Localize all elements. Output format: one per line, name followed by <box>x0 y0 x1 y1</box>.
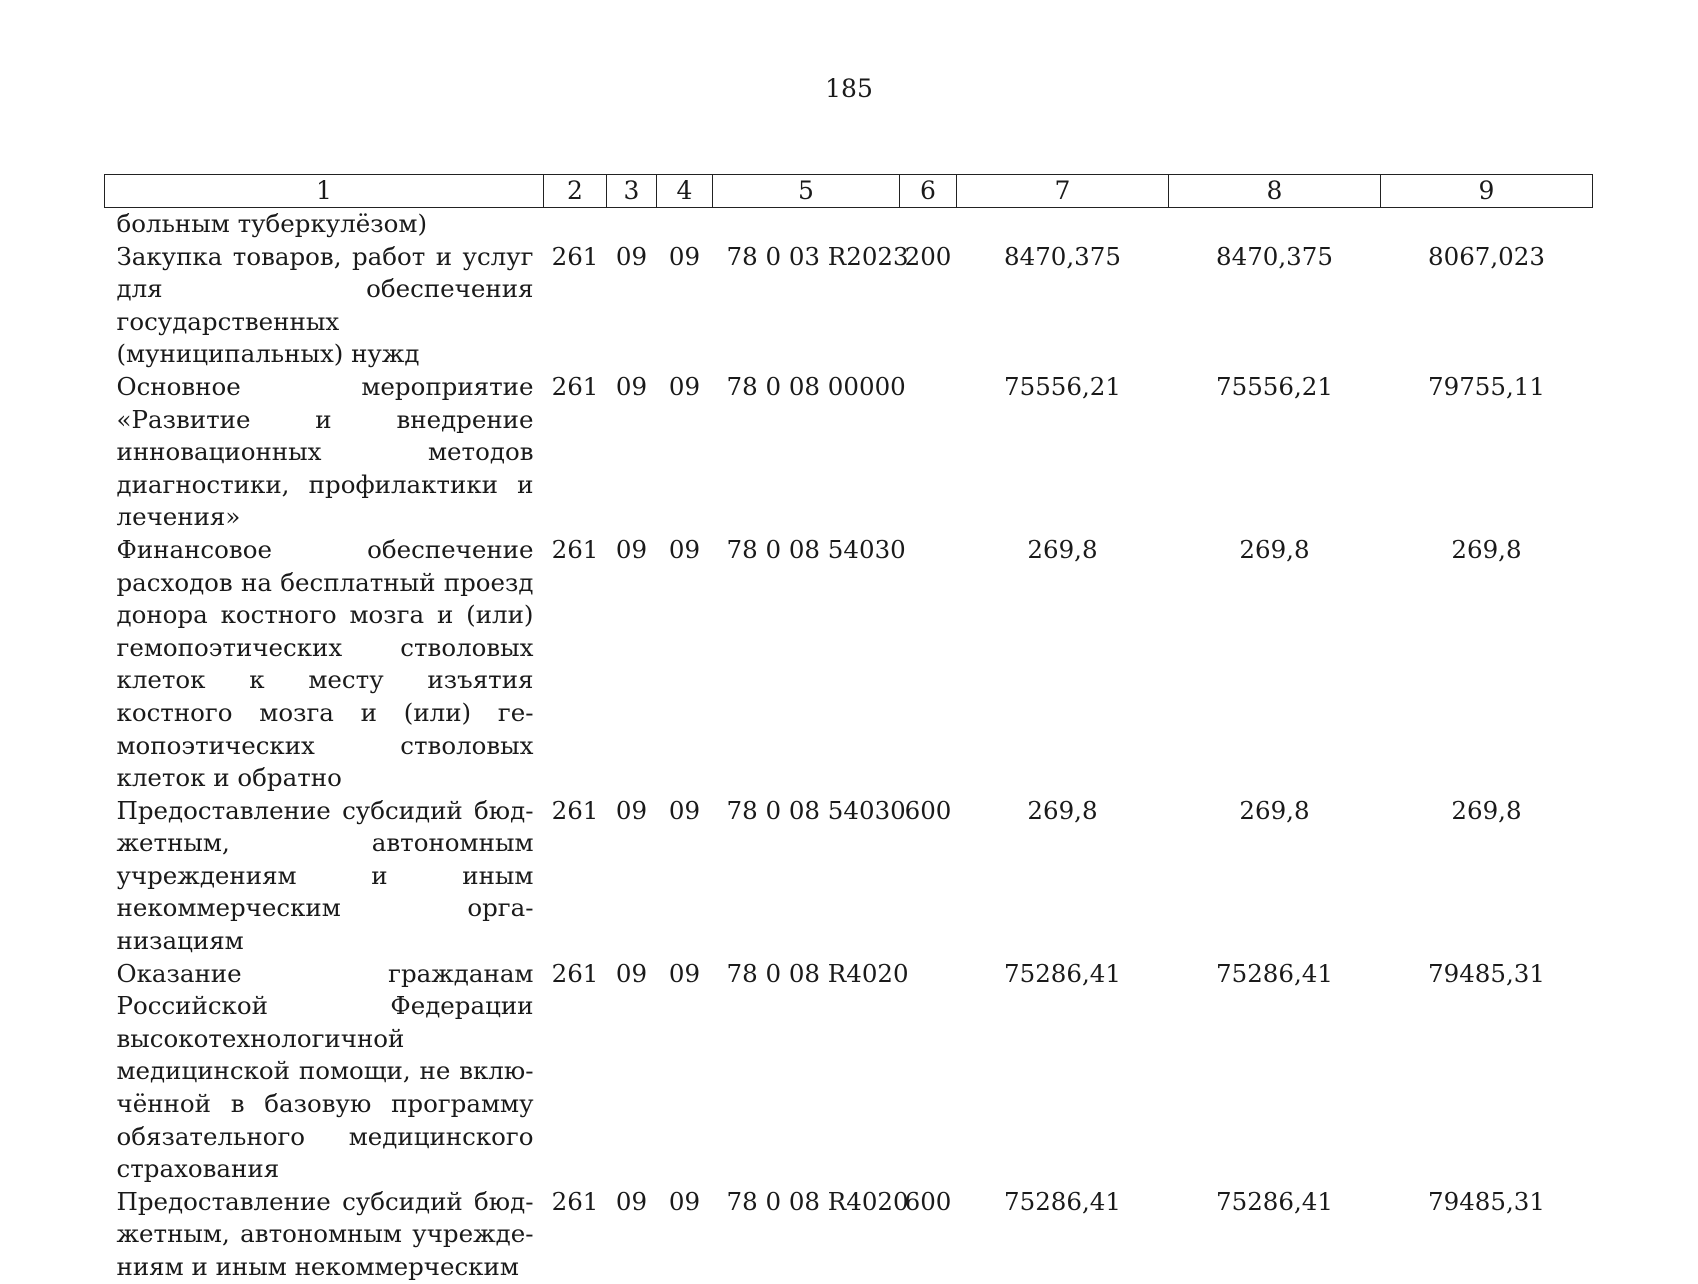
column-header-7: 7 <box>957 175 1169 208</box>
table-row <box>105 534 1593 795</box>
row-name: Закупка товаров, работ и услуг для обеспечения государственных (муниципальных) нужд <box>116 241 534 369</box>
row-amount-col7 <box>957 208 1169 241</box>
row-name: Оказание гражданам Российской Федерации высокотехнологичной медицинской помощи, не включённой в базовую программу обязательного медицинского страхования <box>116 958 534 1184</box>
row-amount-col7: 75286,41 <box>1004 1186 1121 1216</box>
column-header-9: 9 <box>1381 175 1593 208</box>
row-ministry-code: 261 <box>551 371 599 401</box>
row-name: Основное мероприятие «Развитие и внедрение инновационных методов диагностики, профилактики и лечения» <box>116 371 534 532</box>
row-amount-col9 <box>1381 208 1593 241</box>
row-target-article: 78 0 08 00000 <box>726 371 906 401</box>
row-section: 09 <box>615 795 648 825</box>
row-subsection: 09 <box>668 1186 701 1216</box>
row-section: 09 <box>615 241 648 271</box>
row-section: 09 <box>615 371 648 401</box>
table-row <box>105 371 1593 534</box>
row-target-article: 78 0 08 R4020 <box>726 958 909 988</box>
row-name: Предоставление субсидий бюджетным, автономным учреждениям и иным некоммерческим <box>116 1186 534 1281</box>
table-body <box>105 208 1593 1284</box>
row-name: Предоставление субсидий бюджетным, автономным учреждениям и иным некоммерческим организациям <box>116 795 534 956</box>
row-target-article: 78 0 08 R4020 <box>726 1186 909 1216</box>
row-amount-col7: 75556,21 <box>1004 371 1121 401</box>
row-amount-col8: 75286,41 <box>1216 1186 1333 1216</box>
row-amount-col9: 8067,023 <box>1428 241 1545 271</box>
row-ministry-code <box>544 208 607 241</box>
row-target-article: 78 0 03 R2023 <box>726 241 909 271</box>
row-section: 09 <box>615 1186 648 1216</box>
row-expense-type <box>900 371 957 534</box>
column-header-8: 8 <box>1169 175 1381 208</box>
row-name: больным туберкулёзом) <box>116 209 427 238</box>
row-expense-type <box>900 534 957 795</box>
row-ministry-code: 261 <box>551 1186 599 1216</box>
row-subsection <box>657 208 713 241</box>
row-amount-col8: 269,8 <box>1239 534 1310 564</box>
table-header <box>105 175 1593 208</box>
row-amount-col8: 269,8 <box>1239 795 1310 825</box>
row-target-article <box>713 208 900 241</box>
row-amount-col9: 269,8 <box>1451 795 1522 825</box>
row-amount-col9: 79485,31 <box>1428 1186 1545 1216</box>
table-row <box>105 795 1593 958</box>
column-header-3: 3 <box>607 175 657 208</box>
row-amount-col7: 8470,375 <box>1004 241 1121 271</box>
row-subsection: 09 <box>668 958 701 988</box>
row-expense-type: 200 <box>904 241 952 271</box>
row-amount-col9: 79485,31 <box>1428 958 1545 988</box>
row-subsection: 09 <box>668 241 701 271</box>
row-amount-col7: 269,8 <box>1027 795 1098 825</box>
row-amount-col7: 269,8 <box>1027 534 1098 564</box>
row-section: 09 <box>615 958 648 988</box>
column-header-2: 2 <box>544 175 607 208</box>
row-subsection: 09 <box>668 795 701 825</box>
budget-table <box>104 174 1593 1284</box>
page-number: 185 <box>825 74 873 103</box>
table-row <box>105 1186 1593 1284</box>
row-amount-col7: 75286,41 <box>1004 958 1121 988</box>
header-row <box>105 175 1593 208</box>
row-expense-type <box>900 958 957 1186</box>
row-section: 09 <box>615 534 648 564</box>
row-subsection: 09 <box>668 534 701 564</box>
column-header-4: 4 <box>657 175 713 208</box>
row-ministry-code: 261 <box>551 958 599 988</box>
column-header-6: 6 <box>900 175 957 208</box>
row-amount-col8: 75556,21 <box>1216 371 1333 401</box>
row-subsection: 09 <box>668 371 701 401</box>
row-ministry-code: 261 <box>551 795 599 825</box>
column-header-5: 5 <box>713 175 900 208</box>
row-amount-col9: 79755,11 <box>1428 371 1545 401</box>
row-amount-col9: 269,8 <box>1451 534 1522 564</box>
row-ministry-code: 261 <box>551 534 599 564</box>
row-amount-col8: 75286,41 <box>1216 958 1333 988</box>
row-expense-type: 600 <box>904 795 952 825</box>
row-expense-type: 600 <box>904 1186 952 1216</box>
row-section <box>607 208 657 241</box>
row-ministry-code: 261 <box>551 241 599 271</box>
row-target-article: 78 0 08 54030 <box>726 795 906 825</box>
table-row <box>105 958 1593 1186</box>
table-row <box>105 241 1593 371</box>
row-expense-type <box>900 208 957 241</box>
row-target-article: 78 0 08 54030 <box>726 534 906 564</box>
column-header-1: 1 <box>105 175 544 208</box>
row-amount-col8: 8470,375 <box>1216 241 1333 271</box>
row-amount-col8 <box>1169 208 1381 241</box>
row-name: Финансовое обеспечение расходов на бесплатный проезд донора костного мозга и (или) гемопоэтических стволовых клеток к месту изъятия костного мозга и (или) гемопоэтических стволовых клеток и обратно <box>116 534 534 793</box>
table-row <box>105 208 1593 241</box>
